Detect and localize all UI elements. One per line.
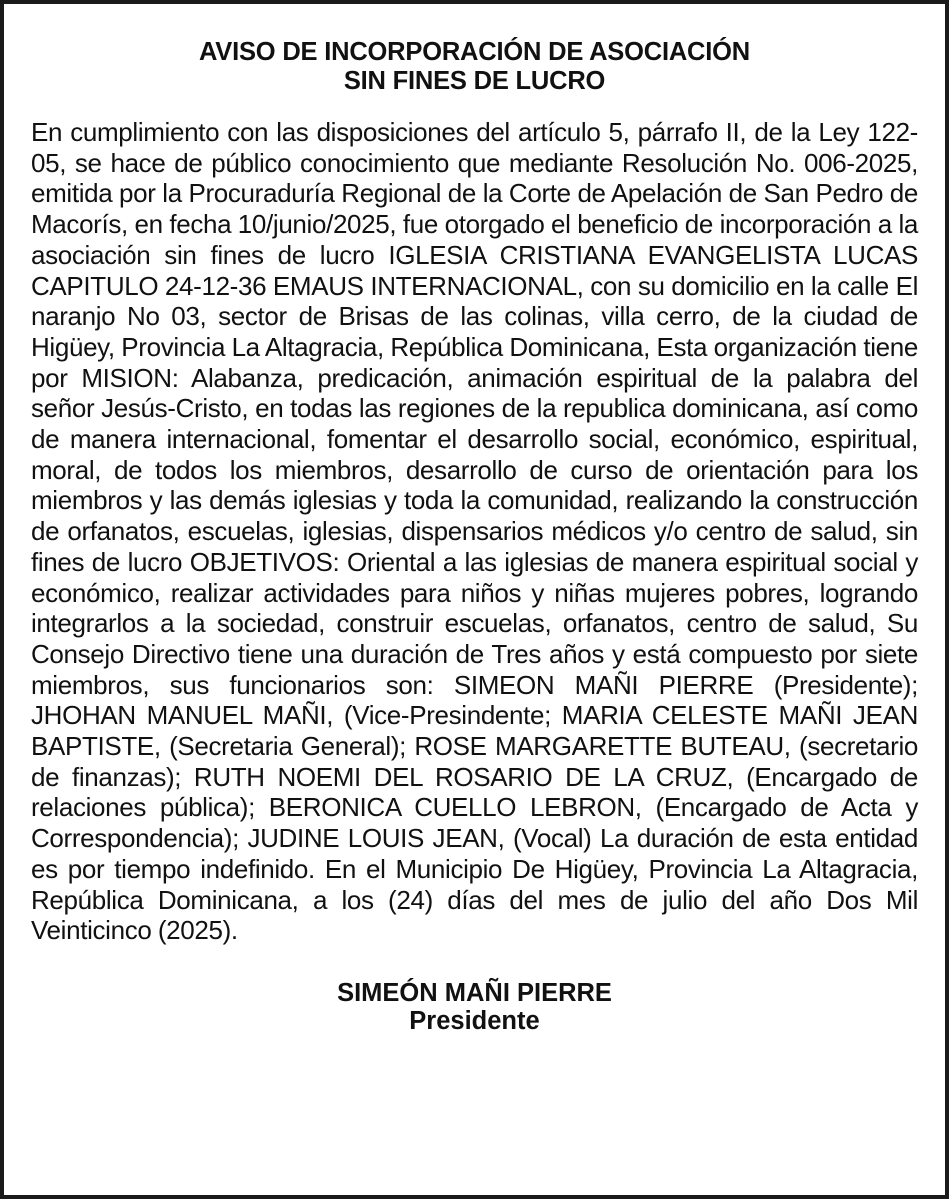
notice-title-line-1: AVISO DE INCORPORACIÓN DE ASOCIACIÓN xyxy=(198,38,750,66)
signatory-name: SIMEÓN MAÑI PIERRE xyxy=(337,978,612,1007)
signature-block xyxy=(31,979,918,1035)
notice-title xyxy=(31,38,918,96)
notice-body: En cumplimiento con las disposiciones del artículo 5, párrafo II, de la Ley 122-05, se hace de público conocimiento que mediante Resolución No. 006-2025, emitida por la Procuraduría Regional de la Corte de Apelación de San Pedro de Macorís, en fecha 10/junio/2025, fue otorgado el beneficio de incorporación a la asociación sin fines de lucro IGLESIA CRISTIANA EVANGELISTA LUCAS CAPITULO 24-12-36 EMAUS INTERNACIONAL, con su domicilio en la calle El naranjo No 03, sector de Brisas de las colinas, villa cerro, de la ciudad de Higüey, Provincia La Altagracia, República Dominicana, Esta organización tiene por MISION: Alabanza, predicación, animación espiritual de la palabra del señor Jesús-Cristo, en todas las regiones de la republica dominicana, así como de manera internacional, fomentar el desarrollo social, económico, espiritual, moral, de todos los miembros, desarrollo de curso de orientación para los miembros y las demás iglesias y toda la comunidad, realizando la construcción de orfanatos, escuelas, iglesias, dispensarios médicos y/o centro de salud, sin fines de lucro OBJETIVOS: Oriental a las iglesias de manera espiritual social y económico, realizar actividades para niños y niñas mujeres pobres, logrando integrarlos a la sociedad, construir escuelas, orfanatos, centro de salud, Su Consejo Directivo tiene una duración de Tres años y está compuesto por siete miembros, sus funcionarios son: SIMEON MAÑI PIERRE (Presidente); JHOHAN MANUEL MAÑI, (Vice-Presindente; MARIA CELESTE MAÑI JEAN BAPTISTE, (Secretaria General); ROSE MARGARETTE BUTEAU, (secretario de finanzas); RUTH NOEMI DEL ROSARIO DE LA CRUZ, (Encargado de relaciones pública); BERONICA CUELLO LEBRON, (Encargado de Acta y Correspondencia); JUDINE LOUIS JEAN, (Vocal) La duración de esta entidad es por tiempo indefinido. En el Municipio De Higüey, Provincia La Altagracia, República Dominicana, a los (24) días del mes de julio del año Dos Mil Veinticinco (2025). xyxy=(31,117,918,946)
notice-title-line-2: SIN FINES DE LUCRO xyxy=(343,67,606,95)
signatory-role: Presidente xyxy=(409,1006,540,1035)
